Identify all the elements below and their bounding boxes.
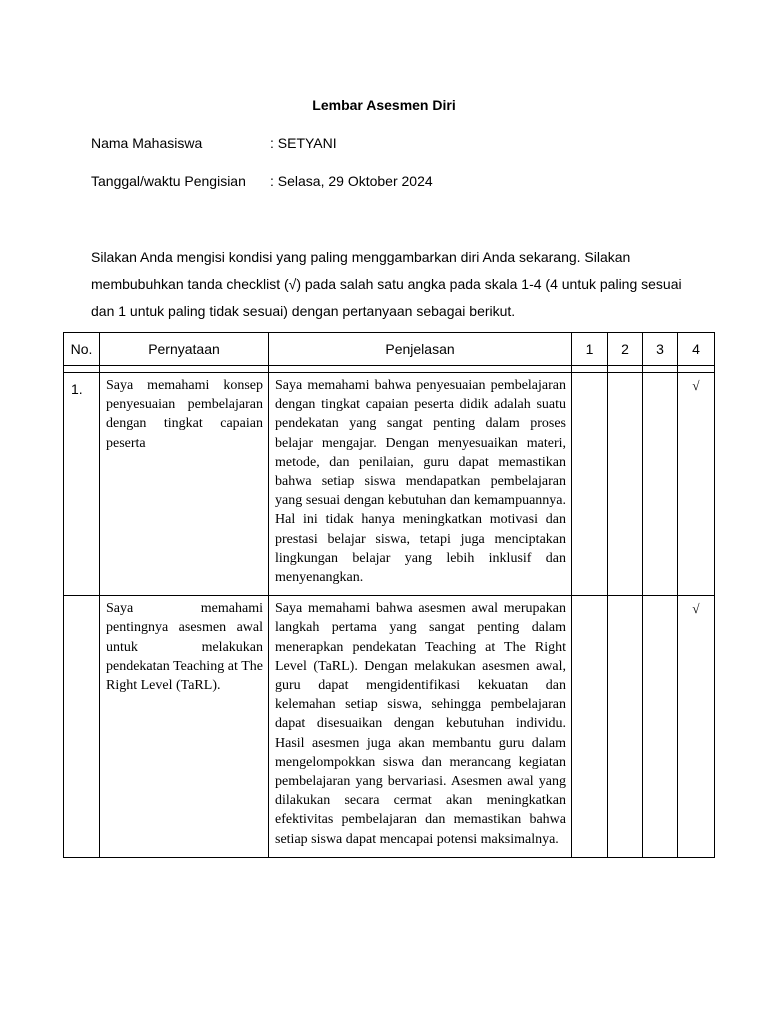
score-cell-3[interactable] [643, 596, 678, 858]
header-scale-2: 2 [608, 333, 643, 366]
score-cell-4-checkmark[interactable]: √ [678, 596, 715, 858]
student-name-value: : SETYANI [270, 135, 337, 151]
table-header-row [64, 333, 715, 366]
row-explanation: Saya memahami bahwa asesmen awal merupakan langkah pertama yang sangat penting dalam menerapkan pendekatan Teaching at The Right Level (TaRL). Dengan melakukan asesmen awal, guru dapat mengidentifikasi kekuatan dan kelemahan setiap siswa, sehingga pembelajaran dapat disesuaikan dengan kebutuhan individu. Hasil asesmen juga akan membantu guru dalam mengelompokkan siswa dan merancang kegiatan pembelajaran yang bervariasi. Asesmen awal yang dilakukan secara cermat akan meningkatkan efektivitas pembelajaran dan memastikan bahwa setiap siswa dapat mencapai potensi maksimalnya. [269, 596, 572, 858]
header-no: No. [64, 333, 100, 366]
instructions-line: membubuhkan tanda checklist (√) pada salah satu angka pada skala 1-4 (4 untuk paling sesuai [91, 276, 682, 292]
spacer-cell [608, 366, 643, 373]
score-cell-2[interactable] [608, 596, 643, 858]
row-number [64, 596, 100, 858]
score-cell-4-checkmark[interactable]: √ [678, 373, 715, 596]
row-number: 1. [64, 373, 100, 596]
score-cell-3[interactable] [643, 373, 678, 596]
row-explanation: Saya memahami bahwa penyesuaian pembelajaran dengan tingkat capaian peserta didik adalah suatu pendekatan yang sangat penting dalam proses belajar mengajar. Dengan menyesuaikan materi, metode, dan penilaian, guru dapat memastikan bahwa setiap siswa mendapatkan pembelajaran yang sesuai dengan kebutuhan dan kemampuannya. Hal ini tidak hanya meningkatkan motivasi dan prestasi belajar siswa, tetapi juga menciptakan lingkungan belajar yang lebih inklusif dan menyenangkan. [269, 373, 572, 596]
document-title: Lembar Asesmen Diri [312, 97, 456, 113]
header-explanation: Penjelasan [269, 333, 572, 366]
instructions-line: Silakan Anda mengisi kondisi yang paling menggambarkan diri Anda sekarang. Silakan [91, 249, 631, 265]
spacer-cell [572, 366, 608, 373]
row-statement: Saya memahami pentingnya asesmen awal untuk melakukan pendekatan Teaching at The Right Level (TaRL). [100, 596, 269, 858]
student-name-label: Nama Mahasiswa [91, 135, 203, 151]
spacer-cell [678, 366, 715, 373]
header-spacer-row [64, 366, 715, 373]
header-statement: Pernyataan [100, 333, 269, 366]
spacer-cell [643, 366, 678, 373]
table-row [64, 373, 715, 596]
instructions-line: dan 1 untuk paling tidak sesuai) dengan pertanyaan sebagai berikut. [91, 303, 516, 319]
fill-date-label: Tanggal/waktu Pengisian [91, 173, 246, 189]
header-scale-4: 4 [678, 333, 715, 366]
fill-date-value: : Selasa, 29 Oktober 2024 [270, 173, 433, 189]
header-scale-3: 3 [643, 333, 678, 366]
score-cell-1[interactable] [572, 596, 608, 858]
instructions-paragraph [91, 244, 691, 325]
score-cell-2[interactable] [608, 373, 643, 596]
spacer-cell [269, 366, 572, 373]
table-row [64, 596, 715, 858]
score-cell-1[interactable] [572, 373, 608, 596]
spacer-cell [64, 366, 100, 373]
row-statement: Saya memahami konsep penyesuaian pembelajaran dengan tingkat capaian peserta [100, 373, 269, 596]
spacer-cell [100, 366, 269, 373]
header-scale-1: 1 [572, 333, 608, 366]
assessment-table [63, 332, 715, 858]
